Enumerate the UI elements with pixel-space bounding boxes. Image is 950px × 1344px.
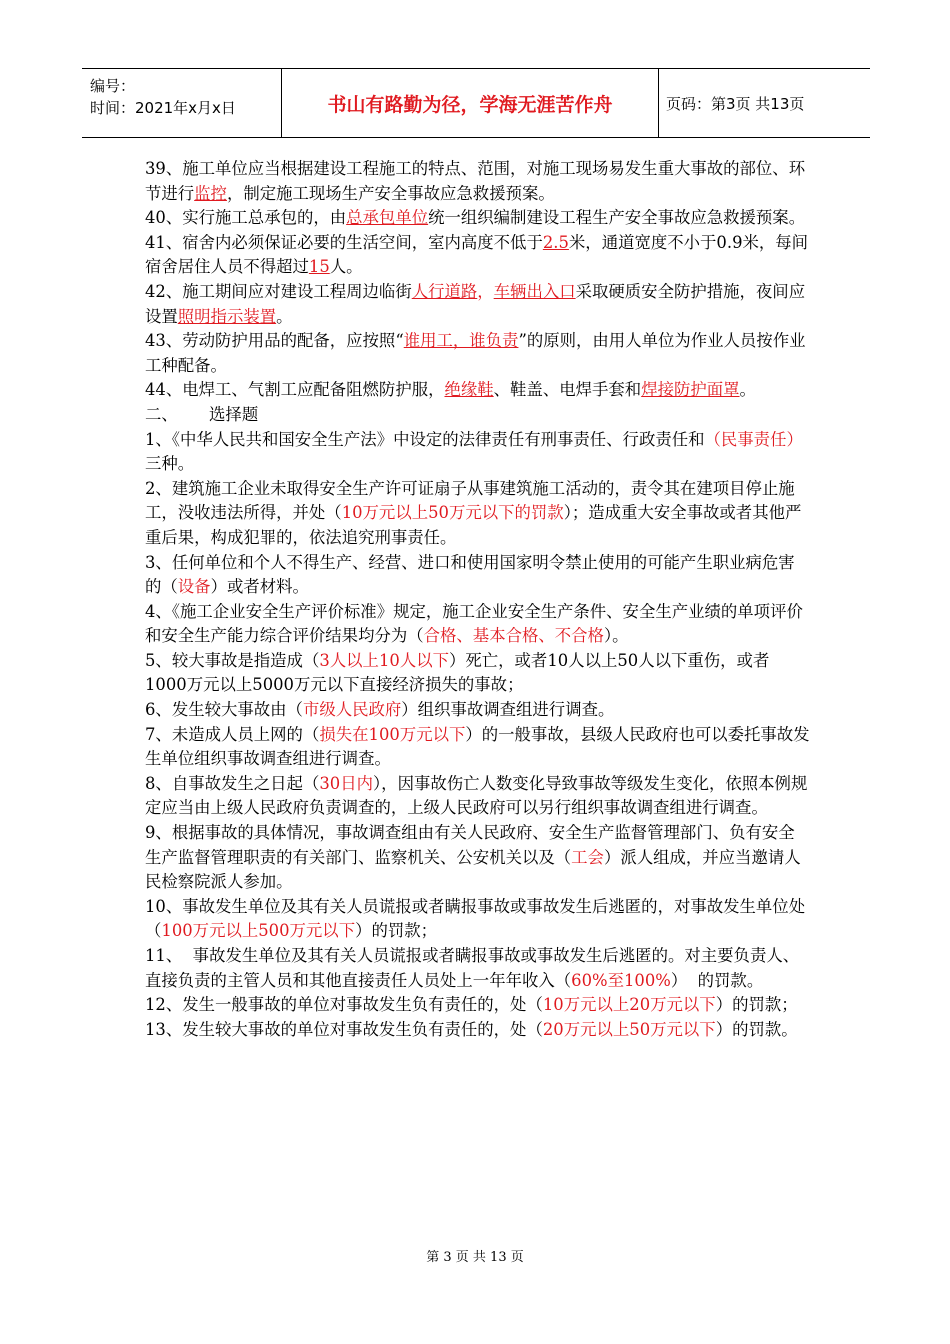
header-motto: 书山有路勤为径，学海无涯苦作舟 bbox=[327, 93, 613, 116]
question-11: 11、 事故发生单位及其有关人员谎报或者瞒报事故或事故发生后逃匿的。对主要负责人、直接负责的主管人员和其他直接责任人员处上一年年收入（60%至100%） 的罚款。 bbox=[145, 946, 800, 990]
item-40: 40、实行施工总承包的，由总承包单位统一组织编制建设工程生产安全事故应急救援预案。 bbox=[145, 208, 806, 228]
item-42: 42、施工期间应对建设工程周边临街人行道路，车辆出入口采取硬质安全防护措施，夜间应设置照明指示装置。 bbox=[145, 281, 806, 326]
item-44: 44、电焊工、气割工应配备阻燃防护服，绝缘鞋、鞋盖、电焊手套和焊接防护面罩。 bbox=[145, 380, 756, 400]
question-7: 7、未造成人员上网的（损失在100万元以下）的一般事故，县级人民政府也可以委托事故发生单位组织事故调查组进行调查。 bbox=[145, 724, 810, 769]
question-3: 3、任何单位和个人不得生产、经营、进口和使用国家明令禁止使用的可能产生职业病危害的（设备）或者材料。 bbox=[145, 552, 795, 597]
header-divider bbox=[658, 69, 659, 137]
header-meta bbox=[90, 75, 236, 119]
serial-label: 编号： bbox=[90, 77, 136, 95]
question-13: 13、发生较大事故的单位对事故发生负有责任的，处（20万元以上50万元以下）的罚款。 bbox=[145, 1019, 798, 1039]
header-page-info: 页码：第3页 共13页 bbox=[666, 94, 805, 113]
item-41: 41、宿舍内必须保证必要的生活空间，室内高度不低于2.5米，通道宽度不小于0.9米，每间宿舍居住人员不得超过15人。 bbox=[145, 232, 809, 277]
document-body bbox=[145, 157, 810, 1042]
question-6: 6、发生较大事故由（市级人民政府）组织事故调查组进行调查。 bbox=[145, 700, 615, 720]
date-line: 时间：2021年x月x日 bbox=[90, 99, 236, 117]
page-footer: 第 3 页 共 13 页 bbox=[426, 1250, 524, 1265]
section-heading: 二、 选择题 bbox=[145, 404, 259, 424]
question-8: 8、自事故发生之日起（30日内），因事故伤亡人数变化导致事故等级发生变化，依照本例规定应当由上级人民政府负责调查的，上级人民政府可以另行组织事故调查组进行调查。 bbox=[145, 773, 808, 818]
question-4: 4、《施工企业安全生产评价标准》规定，施工企业安全生产条件、安全生产业绩的单项评价和安全生产能力综合评价结果均分为（合格、基本合格、不合格）。 bbox=[145, 601, 803, 646]
question-5: 5、较大事故是指造成（3人以上10人以下）死亡，或者10人以上50人以下重伤，或者1000万元以上5000万元以下直接经济损失的事故； bbox=[145, 650, 770, 695]
item-43: 43、劳动防护用品的配备，应按照“谁用工，谁负责”的原则，由用人单位为作业人员按作业工种配备。 bbox=[145, 331, 806, 375]
question-12: 12、发生一般事故的单位对事故发生负有责任的，处（10万元以上20万元以下）的罚款； bbox=[145, 995, 798, 1015]
question-2: 2、建筑施工企业未取得安全生产许可证扇子从事建筑施工活动的，责令其在建项目停止施工，没收违法所得，并处（10万元以上50万元以下的罚款）；造成重大安全事故或者其他严重后果，构成犯罪的，依法追究刑事责任。 bbox=[145, 478, 802, 547]
question-9: 9、根据事故的具体情况，事故调查组由有关人民政府、安全生产监督管理部门、负有安全生产监督管理职责的有关部门、监察机关、公安机关以及（工会）派人组成，并应当邀请人民检察院派人参加。 bbox=[145, 823, 801, 892]
page-header bbox=[82, 68, 870, 138]
question-10: 10、事故发生单位及其有关人员谎报或者瞒报事故或事故发生后逃匿的，对事故发生单位处（100万元以上500万元以下）的罚款； bbox=[145, 896, 806, 941]
question-1: 1、《中华人民共和国安全生产法》中设定的法律责任有刑事责任、行政责任和（民事责任）三种。 bbox=[145, 429, 803, 474]
item-39: 39、施工单位应当根据建设工程施工的特点、范围，对施工现场易发生重大事故的部位、环节进行监控，制定施工现场生产安全事故应急救援预案。 bbox=[145, 159, 806, 203]
